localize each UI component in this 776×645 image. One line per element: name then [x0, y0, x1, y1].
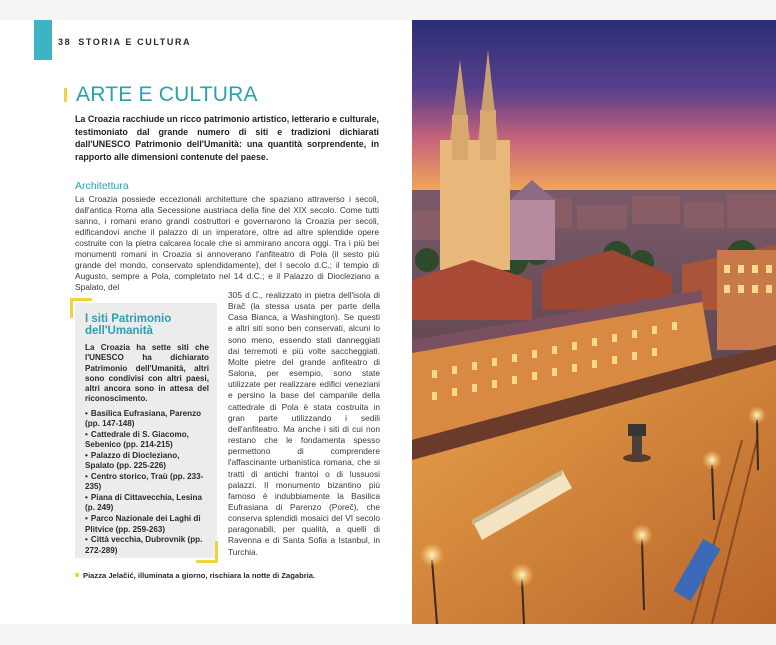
chapter-title: STORIA E CULTURA — [78, 37, 192, 47]
list-item: • Città vecchia, Dubrovnik (pp. 272-289) — [85, 535, 209, 556]
body-text-top: La Croazia possiede eccezionali architetture che spaziano attraverso i secoli, dall'antica Roma alla Secessione austriaca della fine del XIX secolo. Come tutti sanno, i romani erano grandi costruttori e governarono la Croazia per secoli, edificandovi anche il palazzo di un imperatore, oltre ad altre splendide opere costruite con la pietra calcarea locale che si ammirano ancora oggi. Tra i più bei monumenti romani in Croazia si annoverano l'anfiteatro di Pola (il sesto più grande del mondo, conservato splendidamente), del I secolo d.C.; il tempio di Augusto, sempre a Pola, completato nel 14 d.C.; e il Palazzo di Diocleziano a Spalato, del — [75, 194, 379, 293]
sidebar-corner-top-left — [70, 298, 73, 318]
unesco-sidebar-box — [75, 303, 217, 558]
list-item: • Centro storico, Traù (pp. 233-235) — [85, 472, 209, 493]
section-title: ARTE E CULTURA — [76, 83, 258, 106]
photo-illustration — [412, 20, 776, 624]
sidebar-corner-bottom-right-h — [196, 560, 218, 563]
book-spread — [0, 20, 776, 624]
sidebar-title: I siti Patrimonio dell'Umanità — [85, 313, 172, 337]
list-item: • Piana di Cittavecchia, Lesina (p. 249) — [85, 493, 209, 514]
photo-caption — [75, 571, 315, 580]
subheading-architecture: Architettura — [75, 180, 129, 192]
page-number: 38 — [58, 37, 72, 47]
left-page — [0, 20, 412, 624]
unesco-site-list — [85, 409, 209, 556]
sidebar-intro: La Croazia ha sette siti che l'UNESCO ha dichiarato Patrimonio dell'Umanità, altri sono condivisi con altri paesi, altri ancora sono in attesa del riconoscimento. — [85, 343, 209, 404]
running-head — [58, 37, 191, 47]
chapter-tab — [34, 20, 52, 60]
sidebar-corner-top-left-h — [70, 298, 92, 301]
list-item: • Palazzo di Diocleziano, Spalato (pp. 225-226) — [85, 451, 209, 472]
list-item: • Parco Nazionale dei Laghi di Plitvice (pp. 259-263) — [85, 514, 209, 535]
lead-paragraph: La Croazia racchiude un ricco patrimonio artistico, letterario e culturale, testimoniato dal grande numero di siti e tradizioni dichiarati dall'UNESCO Patrimonio dell'Umanità: una quantità sorprendente, in rapporto alle dimensioni contenute del paese. — [75, 114, 379, 162]
caption-bullet-icon — [75, 573, 79, 577]
list-item: • Cattedrale di S. Giacomo, Sebenico (pp. 214-215) — [85, 430, 209, 451]
list-item: • Basilica Eufrasiana, Parenzo (pp. 147-148) — [85, 409, 209, 430]
body-text-column: 305 d.C., realizzato in pietra dell'isola di Brač (la stessa usata per parte della Casa Bianca, a Washington). Se questi e altri siti sono ben conservati, alcuni lo sono meno, essendo stati danneggiati dai terremoti e più volte saccheggiati. Molte pietre del grande anfiteatro di Salona, per esempio, sono state utilizzate per realizzare edifici veneziani e persino la base del campanile della cattedrale di Pola è stata costruita in gran parte utilizzando i sedili dell'anfiteatro. Ma anche i siti di cui non restano che le fondamenta spesso permettono di comprendere l'affascinante urbanistica romana, che si tratti di antichi frantoi o di lussuosi palazzi. Il monumento bizantino più famoso è indubbiamente la Basilica Eufrasiana di Parenzo (Poreč), che conserva splendidi mosaici del VI secolo paragonabili, per qualità, a quelli di Ravenna e di Santa Sofia a Istanbul, in Turchia. — [228, 290, 380, 557]
right-building — [717, 250, 776, 350]
caption-text: Piazza Jelačić, illuminata a giorno, rischiara la notte di Zagabria. — [83, 571, 316, 580]
title-accent-bar — [64, 88, 67, 102]
zagreb-night-photo — [412, 20, 776, 624]
